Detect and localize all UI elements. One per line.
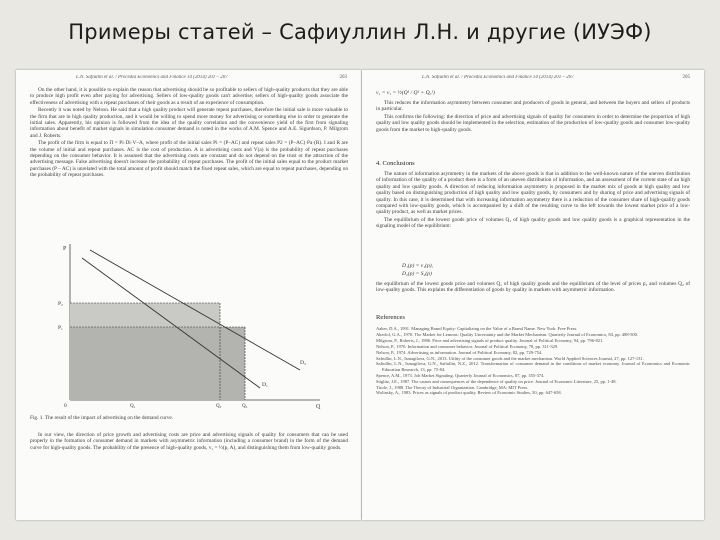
paragraph: This confirms the following: the direction of price and advertising signals of quality for consumers in order to determine the proportion of high quality and low quality goods should be implemented in the selection, estimation of the production of low-quality goods and consumer low-quality goods from the market to high-quality goods. [376, 113, 690, 133]
paragraph: The nature of information asymmetry in the markets of the above goods is that in addition to the well-known nature of the uneven distribution of information of the quality of a product there is a form of an uneven distribution of information, and an assessment of the current state of an high quality and low quality goods. A direction of reducing information asymmetry is proposed in the market mix of goods at high quality and low quality based on distinguishing production of high quality and low quality goods, by consumers and by sharing of price and advertising signals of quality. In this case, it is determined that with increasing information asymmetry there is a reduction of the consumer share of high-quality goods compared with low-quality goods, which is accompanied by a shift of the resulting curve to the left towards the lowest market price of a low-quality product, as well as market prices. [376, 171, 690, 216]
article-page-right [362, 70, 704, 520]
paragraph: The profit of the firm is equal to Π = Pi·Di·V–A, where profit of the initial sales Pi = (P–AC) and repeat sales P2 = (P–AC)·Pa·(R). I and R are the volume of initial and repeat purchases. AC is the cost of production. A is advertising costs and V(a) is the probability of repeat purchases depending on the consumer behavior. It is assumed that the advertising costs are constant and do not depend on the trust or the attraction of the advertising message. False advertising doesn't increase the probability of repeat purchases. The profit of the initial sales equal to the product market purchases (P – AC) is unrelated with the total amount of profit should match the fixed repeat sales, which are equal to repeat purchases, depending on the probability of repeat purchases. [30, 140, 348, 179]
page-header: L.N. Safiullin et al. / Procedia Economics and Finance 14 (2014) 201 – 207 [422, 75, 574, 80]
label-p2: P₂ [58, 301, 63, 307]
figure-caption: Fig. 1. The result of the impact of advertising on the demand curve. [30, 415, 174, 421]
axis-p-label: P [63, 246, 67, 252]
shaded-area-lower [70, 327, 245, 400]
paragraph: The equilibrium of the lowest goods price of volumes Q₁ of high quality goods and low quality goods is a graphical representation in the signaling model of the equilibrium: [376, 216, 690, 230]
demand-curve-figure [30, 240, 330, 410]
equation: D₂(p) = S₂(p) [402, 271, 432, 277]
reference-item: Tirole, J., 1988. The Theory of Industrial Organization. Cambridge, MA: MIT Press. [376, 384, 529, 390]
formula: v₁ = v₁ = ½(Q¹ / Q¹ + Q₀¹) [376, 90, 435, 96]
conclusion-body [376, 171, 690, 261]
reference-item: Spence, A.M., 1973. Job Market Signaling. Quarterly Journal of Economics, 87, pp. 355-374. [376, 372, 545, 378]
paragraph: On the other hand, it is possible to explain the reason that advertising should be so profitable to sellers of high-quality products that they are able to produce high profit even after paying for advertising. Sellers of low-quality goods can't advertise; sellers of high-quality goods associate the effectiveness of advertising with a repeat purchases of their goods as a result of an experience of consumption. [30, 87, 348, 106]
references-list [376, 326, 690, 512]
reference-item: Nelson, P., 1970. Information and consumer behavior. Journal of Political Economy, 78, pp. 311-329. [376, 343, 559, 349]
section-heading-conclusions: 4. Conclusions [376, 160, 415, 167]
reference-item: Safiullin, L.N., Ismagilova, G.N., 2013. Utility of the consumer goods and the market mechanism. World Applied Sciences Journal, 27, pp. 127-131. [376, 355, 644, 361]
reference-item: Aaker, D.A., 1991. Managing Brand Equity: Capitalizing on the Value of a Brand Name. New York: Free Press. [376, 326, 578, 331]
tick-q2: Q₂ [216, 404, 222, 409]
label-p1: P₁ [58, 325, 63, 331]
label-d2: D₂ [300, 360, 306, 366]
reference-item: Nelson, P., 1974. Advertising as information. Journal of Political Economy, 82, pp. 729-754. [376, 349, 543, 355]
reference-item: Stiglitz, J.E., 1987. The causes and consequences of the dependence of quality on price. Journal of Economic Literature, 25, pp. 1-48. [376, 378, 617, 384]
equation: D₁(p) = v₁(p), [402, 263, 433, 269]
reference-item: Wolinsky, A., 1983. Prices as signals of product quality. Review of Economic Studies, 50, pp. 647-658. [376, 390, 562, 396]
tick-q1: Q₁ [130, 404, 136, 409]
page-number: 205 [682, 75, 690, 80]
section-heading-references: References [376, 314, 405, 321]
paragraph: Recently it was noted by Nelson. He said that a high quality product will generate repeat purchases, therefore the initial sale is more valuable to the firm that are in high quality production, and it would be willing to spend more money for advertising or something else in order to generate the initial sales. Apparently, his opinion is followed from the idea of the quality correlation and the convenience yield of the first from signaling information about benefit of market signals in simulation consumer demand is noted in the works of A.M. Spence and A.E. Sigurdson, P. Milgrom and J. Roberts. [30, 107, 348, 139]
article-body [376, 100, 690, 156]
reference-item: Akerlof, G.A., 1970. The Market for Lemons: Quality Uncertainty and the Market Mechanism. Quarterly Journal of Economics, 84, pp. 488-500. [376, 331, 638, 337]
origin-label: 0 [64, 403, 67, 409]
reference-item: Milgrom, P., Roberts, J., 1986. Price and advertising signals of product quality. Journal of Political Economy, 94, pp. 796-821. [376, 337, 604, 343]
closing-paragraph [376, 281, 690, 307]
paragraph: the equilibrium of the lowest goods price and volumes Q₁ of high quality goods and the equilibrium of the level of prices p₂ and volumes Q₂ of low-quality goods. This explains the differentiation of goods by quality in markets with asymmetric information. [376, 281, 690, 294]
article-body-continued [30, 432, 348, 512]
label-d1: D₁ [262, 382, 268, 388]
article-page-left [16, 70, 361, 520]
slide-title: Примеры статей – Сафиуллин Л.Н. и другие (ИУЭФ) [68, 20, 652, 44]
page-number: 203 [339, 75, 347, 80]
tick-q3: Q₃ [242, 404, 248, 409]
page-header: L.N. Safiullin et al. / Procedia Economics and Finance 14 (2014) 201 – 207 [76, 75, 228, 80]
paragraph: In our view, the direction of price growth and advertising costs are price and advertising signals of quality for consumers that can be used properly in the formation of consumer demand in markets with asymmetric information (including a consumer brand) in the form of the demand curve for high-quality goods. The probability of the presence of high-quality goods, v₁ = ½(p, A), and distinguishing them from low-quality goods. [30, 432, 348, 451]
reference-item: Safiullin, L.N., Ismagilova, G.N., Safiullin, N.Z., 2012. Transformation of consumer demand in the conditions of market economy. Journal of Economics and Economic Education Research, 13, pp. 75-84. [376, 361, 690, 372]
axis-q-label: Q [316, 404, 321, 410]
paragraph: This reduces the information asymmetry between consumer and producers of goods in general, and between the buyers and sellers of products in particular. [376, 100, 690, 113]
article-body [30, 87, 348, 237]
